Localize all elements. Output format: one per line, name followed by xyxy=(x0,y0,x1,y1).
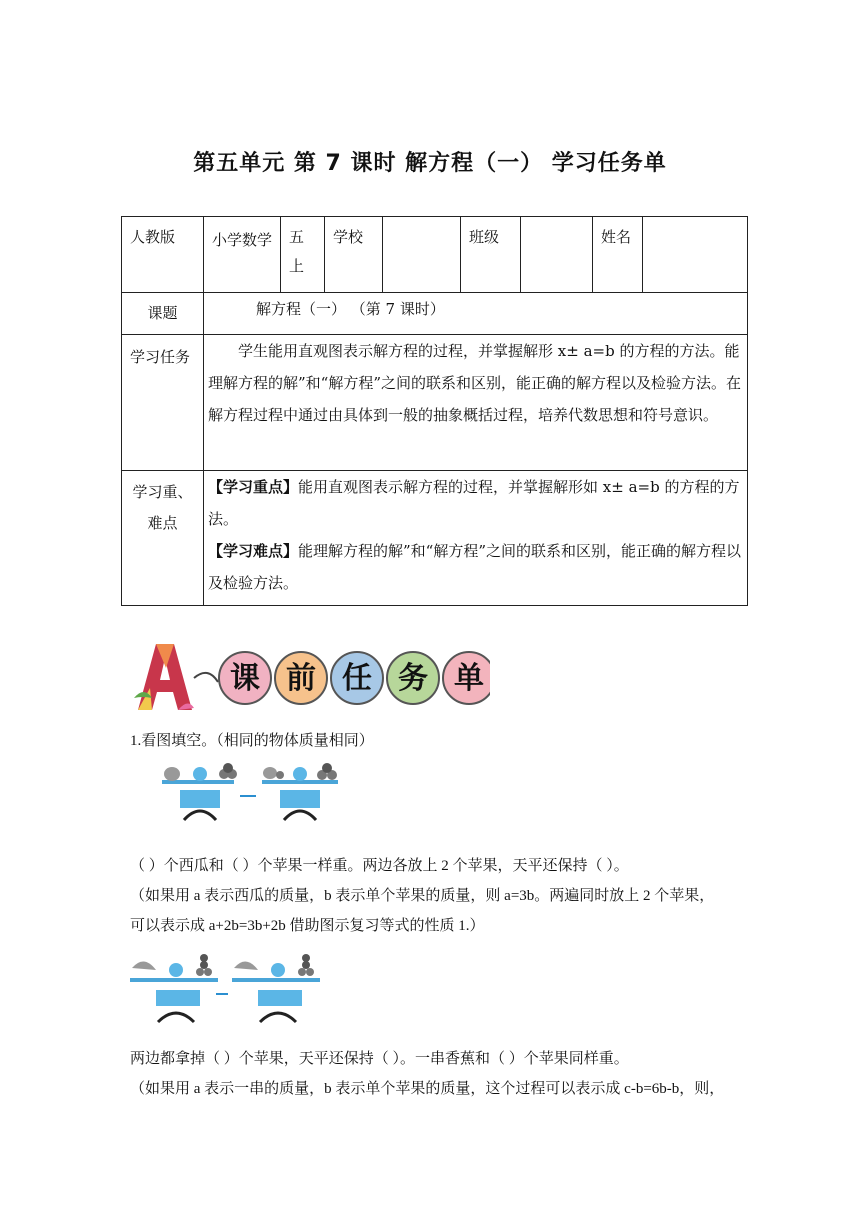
name-label: 姓名 xyxy=(593,217,643,293)
name-field[interactable] xyxy=(643,217,748,293)
task-text: 学生能用直观图表示解方程的过程，并掌握解形 x± a=b 的方程的方法。能理解方程的解”和“解方程”之间的联系和区别，能正确的解方程以及检验方法。在解方程过程中通过由具体到一般的抽象概括过程，培养代数思想和符号意识。 xyxy=(208,341,742,424)
key-cell xyxy=(204,470,748,605)
scale-illustration-banana xyxy=(128,948,328,1028)
q1-heading: 1.看图填空。（相同的物体质量相同） xyxy=(130,733,374,749)
q1-line2: （如果用 a 表示西瓜的质量，b 表示单个苹果的质量，则 a=3b。两遍同时放上 2 个苹果， xyxy=(130,888,715,904)
task-cell xyxy=(204,334,748,470)
banner-char: 前 xyxy=(286,661,316,696)
grade-cell: 五上 xyxy=(281,217,325,293)
banner-char: 单 xyxy=(454,661,484,696)
banner-char: 任 xyxy=(342,661,372,696)
q1-line1: （ ）个西瓜和（ ）个苹果一样重。两边各放上 2 个苹果，天平还保持（ ）。 xyxy=(130,858,629,874)
balance-scale-right-2 xyxy=(232,954,320,1022)
balance-scale-left-2 xyxy=(130,954,218,1022)
q1-line3: 可以表示成 a+2b=3b+2b 借助图示复习等式的性质 1.） xyxy=(130,918,485,934)
info-table xyxy=(121,216,748,606)
task-label: 学习任务 xyxy=(122,334,204,470)
scale-illustration-watermelon xyxy=(160,758,370,826)
banner-circles xyxy=(219,652,490,704)
q1-line5: （如果用 a 表示一串的质量，b 表示单个苹果的质量，这个过程可以表示成 c-b=6b-b，则， xyxy=(130,1081,725,1097)
page-title: 第五单元 第 7 课时 解方程（一） 学习任务单 xyxy=(193,151,667,176)
balance-scale-left xyxy=(162,763,237,820)
class-field[interactable] xyxy=(521,217,593,293)
balance-scale-right xyxy=(262,763,338,820)
section-banner xyxy=(130,638,490,718)
banner-char: 课 xyxy=(230,661,260,696)
school-label: 学校 xyxy=(325,217,383,293)
school-field[interactable] xyxy=(383,217,461,293)
class-label: 班级 xyxy=(461,217,521,293)
decorative-letter-a-logo xyxy=(134,644,194,710)
key-point: 【学习重点】能用直观图表示解方程的过程，并掌握解形如 x± a=b 的方程的方法。 xyxy=(208,477,740,528)
watermelon-icon xyxy=(164,767,180,781)
subject-cell: 小学数学 xyxy=(204,217,281,293)
banana-icon xyxy=(132,961,156,970)
key-label: 学习重、难点 xyxy=(122,470,204,605)
topic-label: 课题 xyxy=(122,293,204,335)
banner-char: 务 xyxy=(398,661,428,696)
difficulty-point: 【学习难点】能理解方程的解”和“解方程”之间的联系和区别，能正确的解方程以及检验方法。 xyxy=(208,542,742,593)
topic-value: 解方程（一） （第 7 课时） xyxy=(204,293,748,335)
q1-line4: 两边都拿掉（ ）个苹果，天平还保持（ ）。一串香蕉和（ ）个苹果同样重。 xyxy=(130,1051,629,1067)
publisher-cell: 人教版 xyxy=(122,217,204,293)
